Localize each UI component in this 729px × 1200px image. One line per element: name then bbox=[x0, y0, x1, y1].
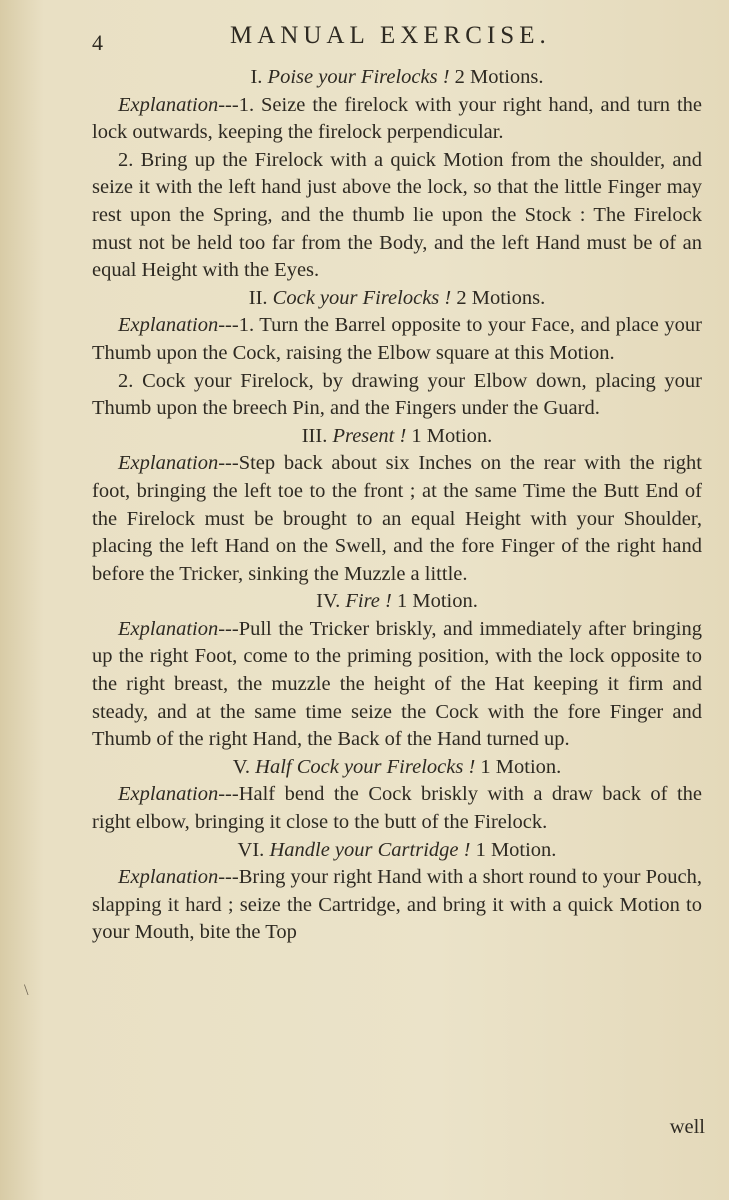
paragraph-text: Bring your right Hand with a short round to your Pouch, slapping it hard ; seize the Cartridge, and bring it with a quick Motion to your Mouth, bite the Top bbox=[92, 866, 702, 944]
stray-ink-mark: \ bbox=[24, 982, 29, 999]
paragraph bbox=[92, 864, 702, 947]
explanation-lead: Explanation--- bbox=[118, 314, 239, 337]
section-motions: 1 Motion. bbox=[397, 590, 478, 613]
body-text bbox=[92, 64, 702, 947]
explanation-lead: Explanation--- bbox=[118, 783, 239, 806]
section-command: Fire ! bbox=[345, 590, 392, 613]
explanation-lead: Explanation--- bbox=[118, 866, 239, 889]
section-numeral: I. bbox=[250, 66, 263, 88]
explanation-lead: Explanation--- bbox=[118, 452, 239, 475]
section-heading bbox=[92, 588, 702, 616]
paragraph-text: 1. Seize the firelock with your right hand, and turn the lock outwards, keeping the firelock perpendicular. bbox=[92, 93, 702, 144]
section-heading bbox=[92, 285, 702, 313]
section-motions: 1 Motion. bbox=[475, 838, 557, 861]
section-numeral: III. bbox=[301, 424, 328, 447]
running-title: MANUAL EXERCISE. bbox=[230, 22, 551, 49]
section-heading bbox=[92, 64, 702, 92]
paragraph bbox=[92, 781, 702, 836]
section-heading bbox=[92, 837, 702, 865]
section-command: Cock your Firelocks ! bbox=[272, 286, 452, 309]
explanation-lead: Explanation--- bbox=[118, 617, 239, 640]
paragraph bbox=[92, 616, 702, 754]
section-heading bbox=[92, 754, 702, 782]
paragraph-text: Step back about six Inches on the rear with the right foot, bringing the left toe to the front ; at the same Time the Butt End of the Firelock must be brought to an equal Height with your Shoulder, placing the left Hand on the Swell, and the fore Finger of the right hand before the Tricker, sinking the Muzzle a little. bbox=[92, 452, 702, 585]
paragraph bbox=[92, 368, 702, 423]
page-header bbox=[0, 20, 729, 56]
section-motions: 2 Motions. bbox=[454, 66, 544, 88]
section-numeral: VI. bbox=[237, 838, 265, 861]
section-command: Half Cock your Firelocks ! bbox=[255, 755, 476, 778]
paragraph-text: Pull the Tricker briskly, and immediately after bringing up the right Foot, come to the priming position, with the lock opposite to the right breast, the muzzle the height of the Hat keeping it firm and steady, and at the same time seize the Cock with the fore Finger and Thumb of the right Hand, the Back of the Hand turned up. bbox=[92, 617, 702, 751]
paragraph bbox=[92, 147, 702, 285]
section-numeral: II. bbox=[248, 286, 268, 309]
paragraph-text: Half bend the Cock briskly with a draw back of the right elbow, bringing it close to the butt of the Firelock. bbox=[92, 783, 702, 834]
page-number: 4 bbox=[92, 30, 103, 55]
section-motions: 1 Motion. bbox=[480, 755, 562, 778]
catchword: well bbox=[669, 1116, 705, 1138]
paragraph bbox=[92, 312, 702, 367]
paragraph-text: 2. Cock your Firelock, by drawing your Elbow down, placing your Thumb upon the breech Pin, and the Fingers under the Guard. bbox=[92, 369, 702, 420]
paragraph-text: 1. Turn the Barrel opposite to your Face, and place your Thumb upon the Cock, raising the Elbow square at this Motion. bbox=[92, 314, 702, 364]
section-motions: 2 Motions. bbox=[456, 286, 546, 309]
section-heading bbox=[92, 423, 702, 451]
explanation-lead: Explanation--- bbox=[118, 93, 239, 116]
paragraph-text: 2. Bring up the Firelock with a quick Motion from the shoulder, and seize it with the left hand just above the lock, so that the little Finger may rest upon the Spring, and the thumb lie upon the Stock : The Firelock must not be held too far from the Body, and the left Hand must be of an equal Height with the Eyes. bbox=[92, 148, 702, 282]
section-numeral: V. bbox=[232, 755, 251, 778]
section-command: Present ! bbox=[332, 424, 407, 447]
section-command: Poise your Firelocks ! bbox=[267, 66, 450, 88]
section-motions: 1 Motion. bbox=[411, 424, 493, 447]
section-numeral: IV. bbox=[316, 590, 341, 613]
section-command: Handle your Cartridge ! bbox=[269, 838, 471, 861]
paragraph bbox=[92, 92, 702, 147]
paragraph bbox=[92, 450, 702, 588]
